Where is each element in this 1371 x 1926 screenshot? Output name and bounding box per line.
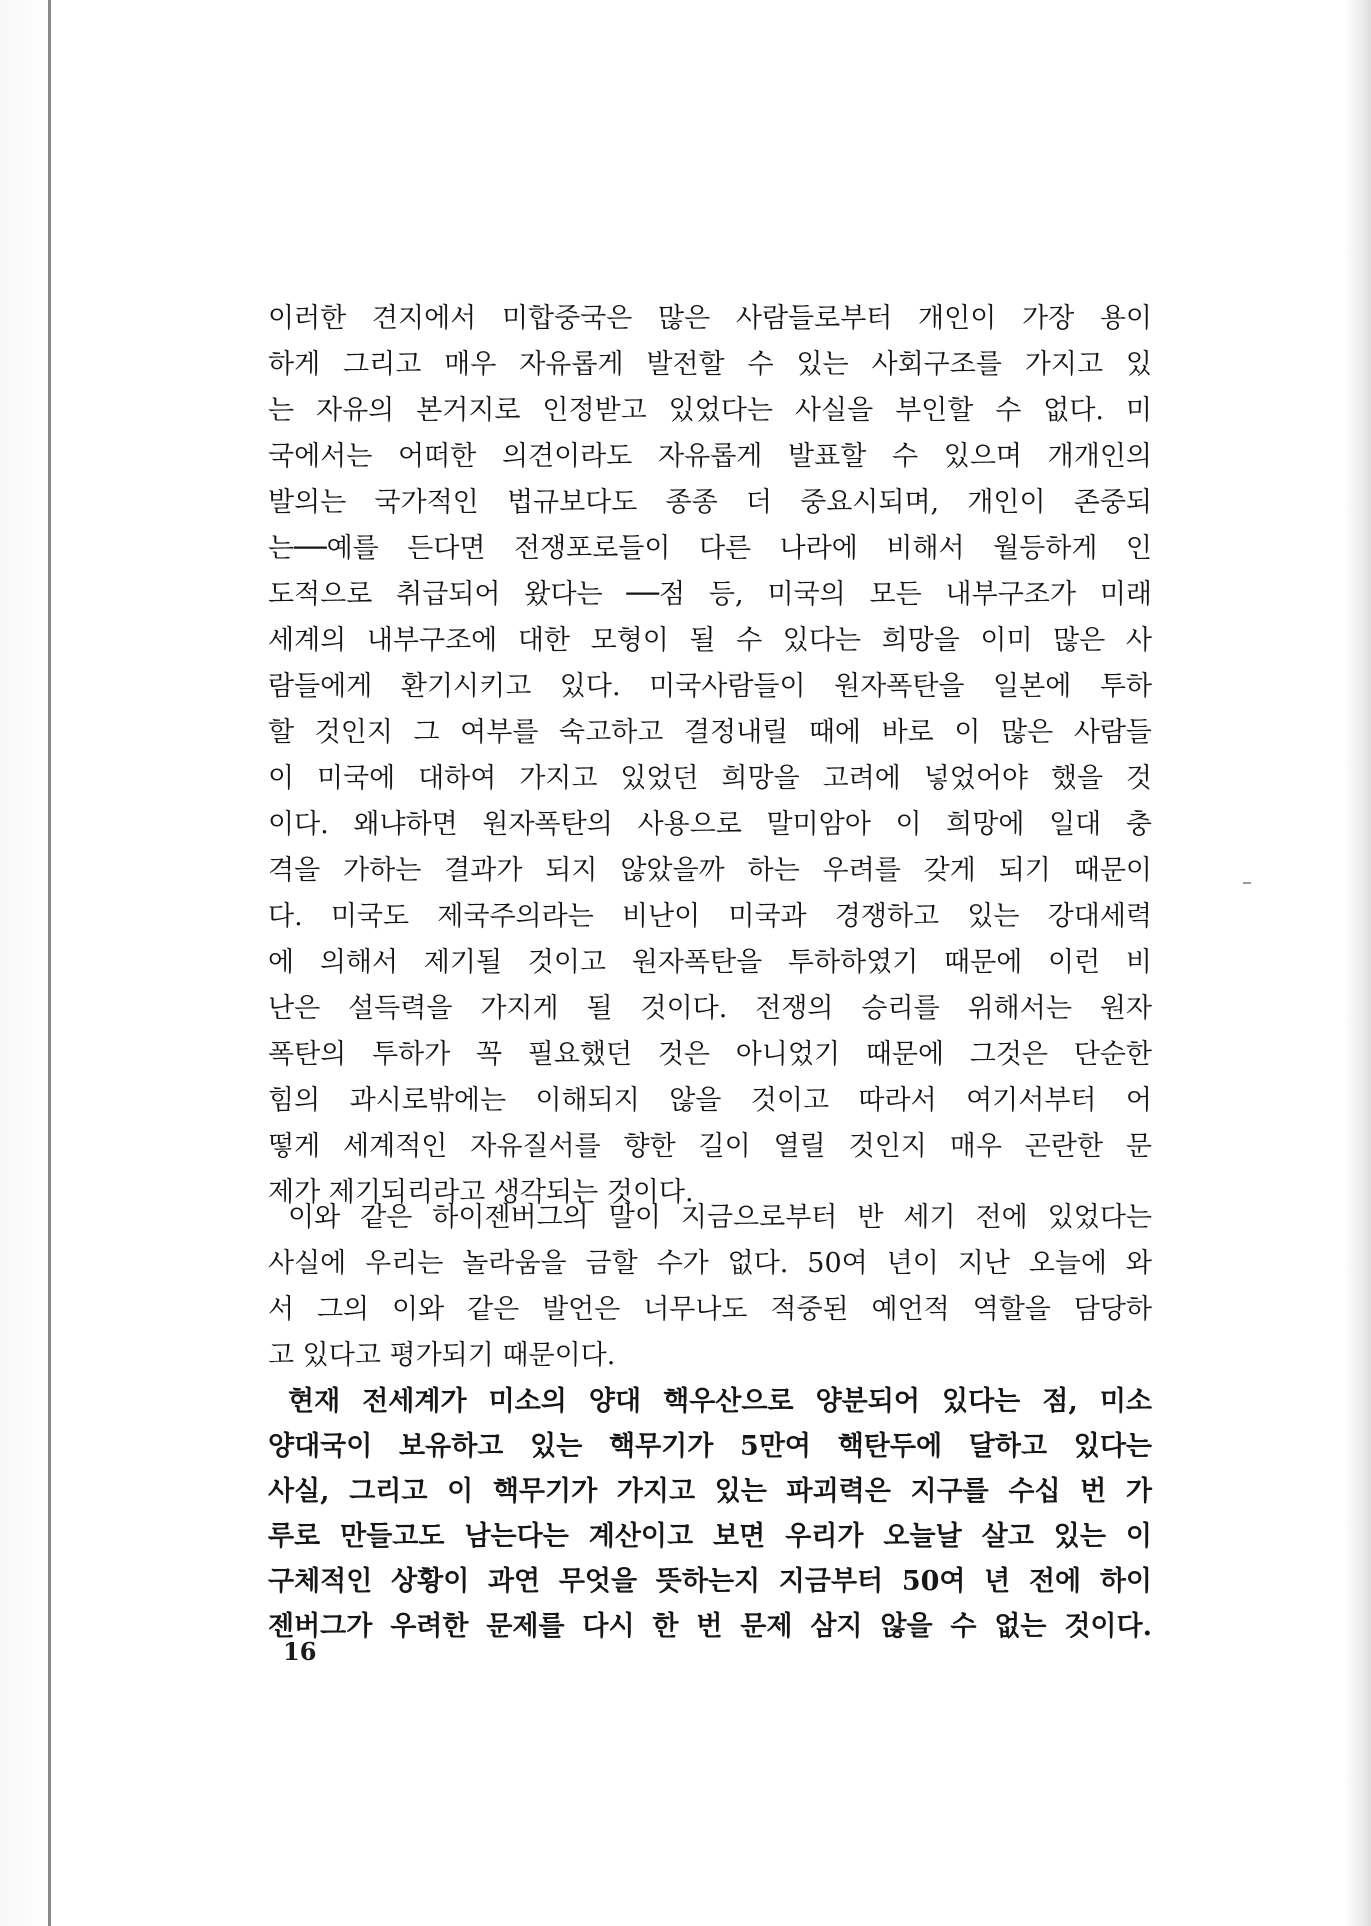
page-gutter-shadow (0, 0, 48, 1926)
text-line: 제가 제기되리라고 생각되는 것이다. (268, 1177, 694, 1208)
text-line: 할 것인지 그 여부를 숙고하고 결정내릴 때에 바로 이 많은 사람들 (268, 717, 1152, 748)
text-line: 다. 미국도 제국주의라는 비난이 미국과 경쟁하고 있는 강대세력 (268, 901, 1152, 932)
text-line: 세계의 내부구조에 대한 모형이 될 수 있다는 희망을 이미 많은 사 (268, 625, 1152, 656)
text-line: 발의는 국가적인 법규보다도 종종 더 중요시되며, 개인이 존중되 (268, 487, 1152, 518)
text-line: 구체적인 상황이 과연 무엇을 뜻하는지 지금부터 50여 년 전에 하이 (268, 1566, 1152, 1597)
text-line: 떻게 세계적인 자유질서를 향한 길이 열릴 것인지 매우 곤란한 문 (268, 1131, 1152, 1162)
text-line: 폭탄의 투하가 꼭 필요했던 것은 아니었기 때문에 그것은 단순한 (268, 1039, 1152, 1070)
paragraph-2 (268, 1195, 1152, 1379)
text-line: 국에서는 어떠한 의견이라도 자유롭게 발표할 수 있으며 개개인의 (268, 441, 1152, 472)
text-line: 격을 가하는 결과가 되지 않았을까 하는 우려를 갖게 되기 때문이 (268, 855, 1152, 886)
page-right-shadow (1343, 0, 1371, 1926)
text-line: 는 자유의 본거지로 인정받고 있었다는 사실을 부인할 수 없다. 미 (268, 395, 1152, 426)
text-line: 에 의해서 제기될 것이고 원자폭탄을 투하하였기 때문에 이런 비 (268, 947, 1152, 978)
text-line: 도적으로 취급되어 왔다는 ──점 등, 미국의 모든 내부구조가 미래 (268, 579, 1152, 610)
text-line: 현재 전세계가 미소의 양대 핵우산으로 양분되어 있다는 점, 미소 (288, 1386, 1152, 1417)
text-line: 양대국이 보유하고 있는 핵무기가 5만여 핵탄두에 달하고 있다는 (268, 1431, 1152, 1462)
text-line: 하게 그리고 매우 자유롭게 발전할 수 있는 사회구조를 가지고 있 (268, 349, 1152, 380)
text-line: 서 그의 이와 같은 발언은 너무나도 적중된 예언적 역할을 담당하 (268, 1294, 1152, 1325)
text-line: 힘의 과시로밖에는 이해되지 않을 것이고 따라서 여기서부터 어 (268, 1085, 1152, 1116)
text-line: 루로 만들고도 남는다는 계산이고 보면 우리가 오늘날 살고 있는 이 (268, 1521, 1152, 1552)
page-number: 16 (283, 1637, 317, 1666)
text-line: 람들에게 환기시키고 있다. 미국사람들이 원자폭탄을 일본에 투하 (268, 671, 1152, 702)
text-line: 이 미국에 대하여 가지고 있었던 희망을 고려에 넣었어야 했을 것 (268, 763, 1152, 794)
text-line: 고 있다고 평가되기 때문이다. (268, 1340, 616, 1371)
text-line: 이러한 견지에서 미합중국은 많은 사람들로부터 개인이 가장 용이 (268, 303, 1152, 334)
page-left-edge (48, 0, 51, 1926)
scan-mark (1243, 882, 1251, 884)
text-line: 난은 설득력을 가지게 될 것이다. 전쟁의 승리를 위해서는 원자 (268, 993, 1152, 1024)
paragraph-1 (268, 296, 1152, 1216)
text-line: 사실, 그리고 이 핵무기가 가지고 있는 파괴력은 지구를 수십 번 가 (268, 1476, 1152, 1507)
text-line: 는──예를 든다면 전쟁포로들이 다른 나라에 비해서 월등하게 인 (268, 533, 1152, 564)
paragraph-3 (268, 1379, 1152, 1649)
text-line: 이다. 왜냐하면 원자폭탄의 사용으로 말미암아 이 희망에 일대 충 (268, 809, 1152, 840)
text-line: 사실에 우리는 놀라움을 금할 수가 없다. 50여 년이 지난 오늘에 와 (268, 1248, 1152, 1279)
text-line: 젠버그가 우려한 문제를 다시 한 번 문제 삼지 않을 수 없는 것이다. (268, 1611, 1152, 1642)
text-line: 이와 같은 하이젠버그의 말이 지금으로부터 반 세기 전에 있었다는 (288, 1202, 1152, 1233)
